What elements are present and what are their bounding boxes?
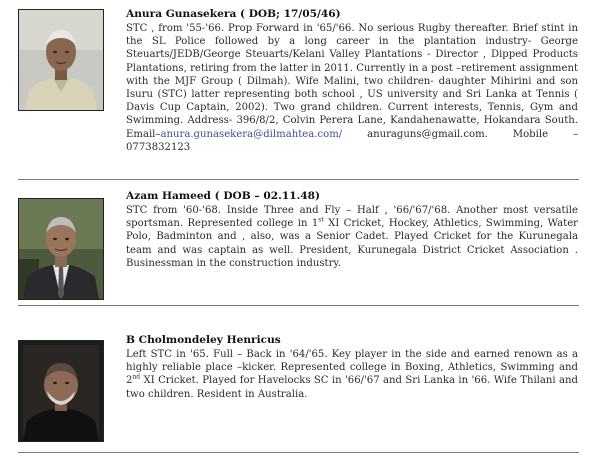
- profile-text-block: [126, 190, 578, 270]
- bio-text: STC , from '55-'66. Prop Forward in '65/'66. No serious Rugby thereafter. Brief stint in the SL Police followed by a long career in the plantation industry- George Steuarts/JEDB/George Steuarts/Kelani Valley Plantations - Director , Dipped Products Plantations, retiring from the latter in 2011. Currently in a post –retirement assignment with the MJF Group ( Dilmah). Wife Malini, two children- daughter Mihirini and son Isuru (STC) latter representing both school , US university and Sri Lanka at Tennis ( Davis Cup Captain, 2002). Two grand children. Current interests, Tennis, Gym and Swimming. Address- 396/8/2, Colvin Perera Lane, Kandahenawatte, Hokandara South. Email–: [126, 23, 578, 140]
- portrait-photo-anura-gunasekera: [18, 9, 104, 111]
- profile-text-block: [126, 334, 578, 401]
- profile-bio: [126, 348, 578, 401]
- bio-text: Left STC in '65. Full – Back in '64/'65. Key player in the side and earned renown as a highly reliable place –kicker. Represented college in Boxing, Athletics, Swimming and 2: [126, 349, 578, 387]
- profile-bio: [126, 204, 578, 270]
- profile-name: Azam Hameed ( DOB – 02.11.48): [126, 190, 321, 202]
- bio-text-cont: XI Cricket. Played for Havelocks SC in '66/'67 and Sri Lanka in '66. Wife Thilani and two children. Resident in Australia.: [126, 375, 578, 400]
- section-divider: [18, 179, 579, 180]
- profile-name: Anura Gunasekera ( DOB; 17/05/46): [126, 8, 341, 20]
- profile-text-block: [126, 8, 578, 154]
- superscript: st: [318, 216, 324, 224]
- section-divider: [18, 305, 579, 306]
- bio-text: STC from '60-'68. Inside Three and Fly – Half , '66/'67/'68. Another most versatile sportsman. Represented college in 1: [126, 205, 578, 230]
- portrait-photo-cholmondeley-henricus: [18, 340, 104, 442]
- portrait-photo-azam-hameed: [18, 198, 104, 300]
- bio-text-contact: anuraguns@gmail.com. Mobile – 0773832123: [126, 128, 578, 153]
- profile-bio: [126, 22, 578, 154]
- section-divider: [18, 452, 579, 453]
- email-link[interactable]: anura.gunasekera@dilmahtea.com/: [160, 128, 343, 140]
- superscript: nd: [132, 374, 141, 382]
- profile-name: B Cholmondeley Henricus: [126, 334, 281, 346]
- bio-text-cont: XI Cricket, Hockey, Athletics, Swimming, Water Polo, Badminton and , also, was a Senior Cadet. Played Cricket for the Kurunegala team and was captain as well. President, Kurunegala District Cricket Association . Businessman in the construction industry.: [126, 218, 578, 269]
